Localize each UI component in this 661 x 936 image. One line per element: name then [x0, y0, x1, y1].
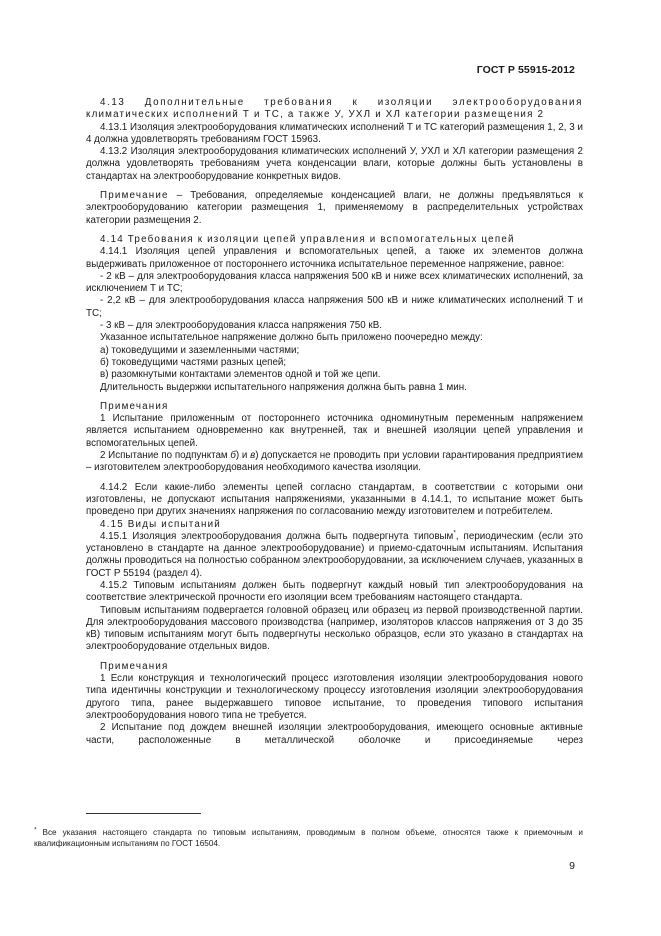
note-text-part: ) допускается не проводить при условии гарантирования предприятием – изготовителем электрооборудования необходимого качества изоляции.: [86, 450, 583, 474]
list-item-c: в) разомкнутыми контактами элементов одной и той же цепи.: [100, 369, 381, 381]
clause-4-15-1: [86, 531, 583, 580]
section-4-13-title-line1: 4.13 Дополнительные требования к изоляции электрооборудования: [100, 97, 583, 108]
clause-4-14-2: 4.14.2 Если какие-либо элементы цепей согласно стандартам, в соответствии с которыми они изготовлены, не допускают испытания напряжениями, указанными в 4.14.1, то испытание может быть проведено при других значениях напряжения по согласованию между изготовителем и потребителем.: [86, 481, 583, 518]
clause-text-part: , периодическим (если это установлено в стандарте на данное электрооборудование) и приемо-сдаточным испытаниям. Испытания должны проводиться на полностью собранном электрооборудовании, за исключением случаев, указанных в ГОСТ Р 55194 (раздел 4).: [86, 530, 584, 579]
list-item-2kv: - 2 кВ – для электрооборудования класса напряжения 500 кВ и ниже всех климатических исполнений, за исключением Т и ТС;: [86, 270, 583, 295]
note-italic-v: в: [250, 450, 256, 462]
clause-4-14-1: 4.14.1 Изоляция цепей управления и вспомогательных цепей, а также их элементов должна выдерживать приложенное от постороннего источника испытательное переменное напряжение, равное:: [86, 246, 583, 270]
list-item-3kv: - 3 кВ – для электрооборудования класса напряжения 750 кВ.: [100, 320, 382, 332]
footnote-divider: [86, 813, 201, 814]
typical-tests-text: Типовым испытаниям подвергается головной образец или образец из первой производственной партии. Для электрооборудования массового производства (например, изоляторов классов напряжения от 3 до 35 кВ) типовым испытаниям могут быть подвергнуты несколько образцов, если это указано в стандартах на электрооборудование отдельных видов.: [86, 604, 583, 653]
clause-4-13-1: 4.13.1 Изоляция электрооборудования климатических исполнений Т и ТС категорий размещения 1, 2, 3 и 4 должна удовлетворять требованиям ГОСТ 15963.: [86, 121, 583, 145]
note-text-part: ) и: [235, 450, 251, 462]
section-4-13-title-line2: климатических исполнений Т и ТС, а также У, УХЛ и ХЛ категории размещения 2: [86, 109, 545, 121]
notes-label-4-14: Примечания: [100, 400, 169, 412]
clause-text-part: 4.15.1 Изоляция электрооборудования должна быть подвергнута типовым: [100, 530, 454, 542]
note-4-15-1: 1 Если конструкция и технологический процесс изготовления изоляции электрооборудования нового типа идентичны конструкции и технологическому процессу изготовления изоляции электрооборудования другого типа, ранее выдержавшего типовое испытание, то проведения типового испытания электрооборудования нового типа не требуется.: [86, 673, 583, 721]
note-4-15-2: 2 Испытание под дождем внешней изоляции электрооборудования, имеющего основные активные части, расположенные в металлической оболочке и присоединяемые через: [86, 722, 583, 746]
document-body: [86, 97, 583, 747]
section-4-15-title: 4.15 Виды испытаний: [100, 518, 221, 530]
document-code-header: ГОСТ Р 55915-2012: [476, 64, 575, 76]
note-text: – Требования, определяемые конденсацией влаги, не должны предъявляться к электрооборудованию категории размещения 1, применяемому в распределительных устройствах категории размещения 2.: [86, 190, 583, 226]
note-4-13: [86, 190, 583, 227]
footnote-text: Все указания настоящего стандарта по типовым испытаниям, проводимым в полном объеме, относятся также к приемочным и квалификационным испытаниям по ГОСТ 16504.: [34, 828, 583, 848]
list-item-b: б) токоведущими частями разных цепей;: [100, 356, 287, 368]
notes-label-4-15: Примечания: [100, 660, 169, 672]
note-italic-b: б: [230, 450, 236, 462]
clause-4-13-2: 4.13.2 Изоляция электрооборудования климатических исполнений У, УХЛ и ХЛ категории размещения 2 должна удовлетворять требованиям учета конденсации влаги, которые должны быть установлены в стандартах на электрооборудование конкретных видов.: [86, 146, 583, 182]
applied-voltage-text: Указанное испытательное напряжение должно быть приложено поочередно между:: [100, 332, 483, 344]
clause-4-15-2: 4.15.2 Типовым испытаниям должен быть подвергнут каждый новый тип электрооборудования на соответствие электрической прочности его изоляции всем требованиям настоящего стандарта.: [86, 579, 583, 604]
note-4-14-2: [86, 450, 583, 475]
list-item-a: а) токоведущими и заземленными частями;: [100, 344, 300, 356]
note-label: Примечание: [100, 190, 169, 202]
duration-text: Длительность выдержки испытательного напряжения должна быть равна 1 мин.: [100, 381, 467, 393]
page-number: 9: [569, 860, 575, 872]
list-item-2-2kv: - 2,2 кВ – для электрооборудования класса напряжения 500 кВ и ниже климатических исполнений Т и ТС;: [86, 295, 583, 319]
note-4-14-1: 1 Испытание приложенным от постороннего источника одноминутным переменным напряжением является испытанием одновременно как внутренней, так и внешней изоляции цепей управления и вспомогательных цепей.: [86, 413, 583, 449]
section-4-14-title: 4.14 Требования к изоляции цепей управления и вспомогательных цепей: [100, 233, 515, 245]
footnote: [34, 827, 583, 849]
footnote-marker: *: [34, 826, 37, 834]
footnote-marker: *: [453, 529, 456, 537]
note-text-part: 2 Испытание по подпунктам: [100, 450, 231, 462]
